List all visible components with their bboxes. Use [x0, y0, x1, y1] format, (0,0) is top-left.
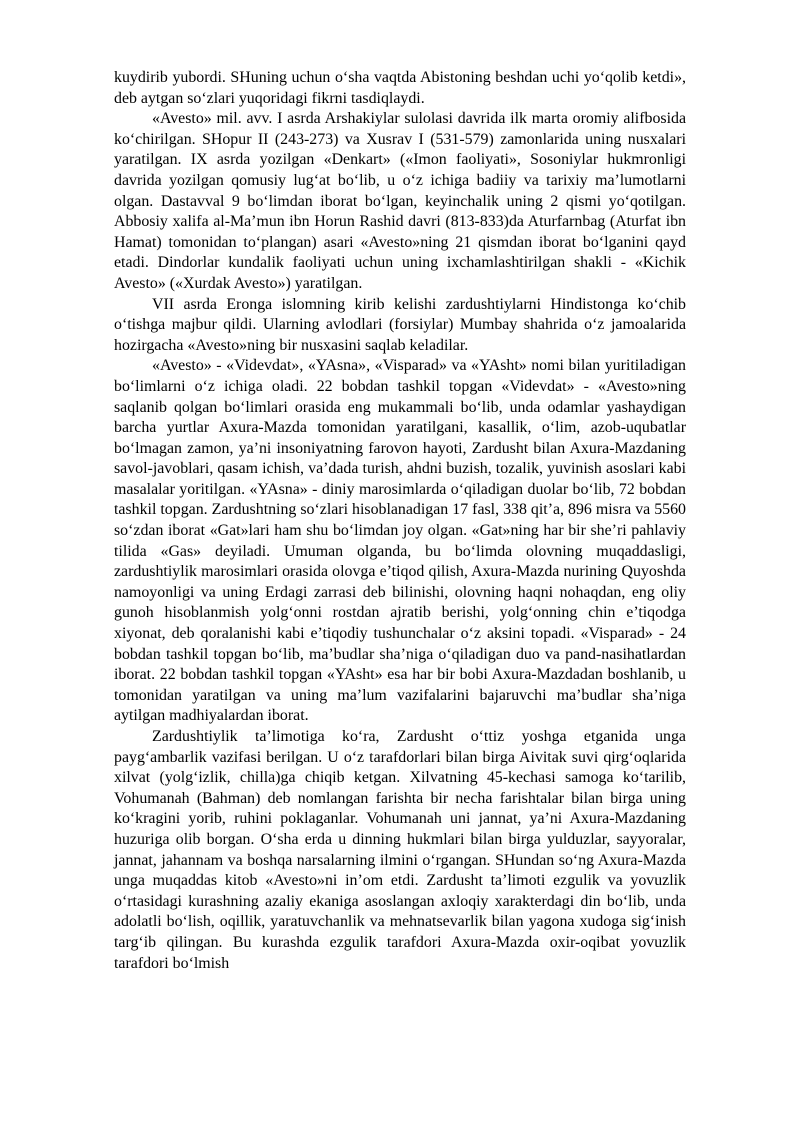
paragraph-5: Zardushtiylik ta’limotiga ko‘ra, Zardusht o‘ttiz yoshga etganida unga payg‘ambarlik vazifasi berilgan. U o‘z tarafdorlari bilan birga Aivitak suvi qirg‘oqlarida xilvat (yolg‘izlik, chilla)ga chiqib ketgan. Xilvatning 45-kechasi samoga ko‘tarilib, Vohumanah (Bahman) deb nomlangan farishta bir necha farishtalar bilan birga uning ko‘kragini yorib, ruhini poklaganlar. Vohumanah uni jannat, ya’ni Axura-Mazdaning huzuriga olib borgan. O‘sha erda u dinning hukmlari bilan birga yulduzlar, sayyoralar, jannat, jahannam va boshqa narsalarning ilmini o‘rgangan. SHundan so‘ng Axura-Mazda unga muqaddas kitob «Avesto»ni in’om etdi. Zardusht ta’limoti ezgulik va yovuzlik o‘rtasidagi kurashning azaliy ekaniga asoslangan axloqiy xarakterdagi din bo‘lib, unda adolatli bo‘lish, oqillik, yaratuvchanlik va mehnatsevarlik bilan yagona xudoga sig‘inish targ‘ib qilingan. Bu kurashda ezgulik tarafdori Axura-Mazda oxir-oqibat yovuzlik tarafdori bo‘lmish: [114, 728, 686, 972]
paragraph-2: «Avesto» mil. avv. I asrda Arshakiylar sulolasi davrida ilk marta oromiy alifbosida ko‘chirilgan. SHopur II (243-273) va Xusrav I (531-579) zamonlarida uning nusxalari yaratilgan. IX asrda yozilgan «Denkart» («Imon faoliyati», Sosoniylar hukmronligi davrida yozilgan qomusiy lug‘at bo‘lib, u o‘z ichiga badiiy va tarixiy ma’lumotlarni olgan. Dastavval 9 bo‘limdan iborat bo‘lgan, keyinchalik uning 2 qismi yo‘qotilgan. Abbosiy xalifa al-Ma’mun ibn Horun Rashid davri (813-833)da Aturfarnbag (Aturfat ibn Hamat) tomonidan to‘plangan) asari «Avesto»ning 21 qismdan iborat bo‘lganini qayd etadi. Dindorlar kundalik faoliyati uchun uning ixchamlashtirilgan shakli - «Kichik Avesto» («Xurdak Avesto») yaratilgan.: [114, 110, 686, 292]
paragraph-4: «Avesto» - «Videvdat», «YAsna», «Visparad» va «YAsht» nomi bilan yuritiladigan bo‘limlarni o‘z ichiga oladi. 22 bobdan tashkil topgan «Videvdat» - «Avesto»ning saqlanib qolgan bo‘limlari orasida eng mukammali bo‘lib, unda odamlar yashaydigan barcha yurtlar Axura-Mazda tomonidan yaratilgani, kasallik, o‘lim, azob-uqubatlar bo‘lmagan zamon, ya’ni insoniyatning farovon hayoti, Zardusht bilan Axura-Mazdaning savol-javoblari, qasam ichish, va’dada turish, ahdni buzish, tozalik, yuvinish asoslari kabi masalalar yoritilgan. «YAsna» - diniy marosimlarda o‘qiladigan duolar bo‘lib, 72 bobdan tashkil topgan. Zardushtning so‘zlari hisoblanadigan 17 fasl, 338 qit’a, 896 misra va 5560 so‘zdan iborat «Gat»lari ham shu bo‘limdan joy olgan. «Gat»ning har bir she’ri pahlaviy tilida «Gas» deyiladi. Umuman olganda, bu bo‘limda olovning muqaddasligi, zardushtiylik marosimlari orasida olovga e’tiqod qilish, Axura-Mazda nurining Quyoshda namoyonligi va uning Erdagi zarrasi deb bilinishi, olovning haqni nohaqdan, eng oliy gunoh hisoblanmish yolg‘onni rostdan ajratib berishi, yolg‘onning chin e’tiqodga xiyonat, deb qoralanishi kabi e’tiqodiy tushunchalar o‘z aksini topadi. «Visparad» - 24 bobdan tashkil topgan bo‘lib, ma’budlar sha’niga o‘qiladigan duo va pand-nasihatlardan iborat. 22 bobdan tashkil topgan «YAsht» esa har bir bobi Axura-Mazdadan boshlanib, u tomonidan yaratilgan va uning ma’lum vazifalarini bajaruvchi ma’budlar sha’niga aytilgan madhiyalardan iborat.: [114, 357, 686, 725]
paragraph-1: kuydirib yubordi. SHuning uchun o‘sha vaqtda Abistoning beshdan uchi yo‘qolib ketdi», deb aytgan so‘zlari yuqoridagi fikrni tasdiqlaydi.: [114, 69, 686, 107]
paragraph-3: VII asrda Eronga islomning kirib kelishi zardushtiylarni Hindistonga ko‘chib o‘tishga majbur qildi. Ularning avlodlari (forsiylar) Mumbay shahrida o‘z jamoalarida hozirgacha «Avesto»ning bir nusxasini saqlab keladilar.: [114, 295, 686, 354]
